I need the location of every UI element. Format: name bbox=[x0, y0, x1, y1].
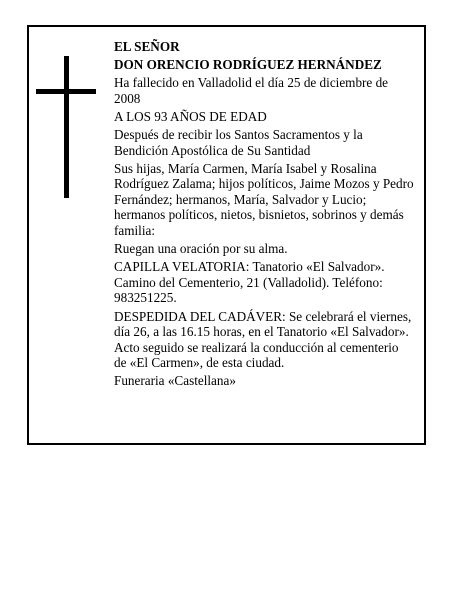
notice-content bbox=[114, 39, 414, 391]
sacraments-line: Después de recibir los Santos Sacramentos y la Bendición Apostólica de Su Santidad bbox=[114, 126, 363, 158]
cross-vertical-bar bbox=[64, 56, 69, 198]
family-list: Sus hijas, María Carmen, María Isabel y Rosalina Rodríguez Zalama; hijos políticos, Jaime Mozos y Pedro Fernández; hermanos, María, Salvador y Lucio; hermanos políticos, nietos, bisnietos, sobrinos y demás familia: bbox=[114, 160, 414, 239]
latin-cross-icon bbox=[36, 56, 96, 198]
death-announcement: Ha fallecido en Valladolid el día 25 de diciembre de 2008 bbox=[114, 75, 389, 106]
wake-location: CAPILLA VELATORIA: Tanatorio «El Salvador». Camino del Cementerio, 21 (Valladolid). Teléfono: 983251225. bbox=[114, 259, 385, 306]
farewell-details: DESPEDIDA DEL CADÁVER: Se celebrará el viernes, día 26, a las 16.15 horas, en el Tanatorio «El Salvador». Acto seguido se realizará la conducción al cementerio de «El Carmen», de esta ciudad. bbox=[114, 308, 412, 371]
cross-horizontal-bar bbox=[36, 89, 96, 94]
notice-title: EL SEÑOR bbox=[114, 39, 180, 54]
age-line: A LOS 93 AÑOS DE EDAD bbox=[114, 108, 267, 124]
funeral-home: Funeraria «Castellana» bbox=[114, 373, 236, 389]
prayer-request: Ruegan una oración por su alma. bbox=[114, 241, 288, 257]
deceased-name: DON ORENCIO RODRÍGUEZ HERNÁNDEZ bbox=[114, 57, 382, 73]
